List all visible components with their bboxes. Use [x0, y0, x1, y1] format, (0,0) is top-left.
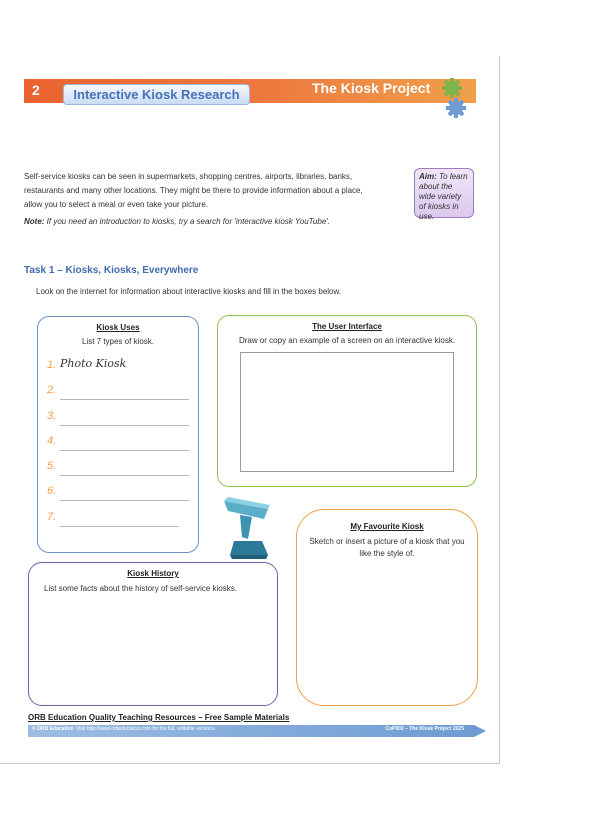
footer-arrow-icon [474, 719, 488, 743]
footer-title: ORB Education Quality Teaching Resources – Free Sample Materials [28, 713, 290, 722]
aim-label: Aim: [419, 172, 437, 181]
item-number: 6. [47, 485, 57, 498]
answer-line[interactable] [60, 475, 189, 476]
list-item[interactable] [47, 408, 189, 433]
footer-code: CoP003 – The Kiosk Project 2025 [385, 726, 464, 732]
item-number: 3. [47, 409, 57, 422]
aim-callout [414, 168, 474, 221]
user-interface-subtitle: Draw or copy an example of a screen on an interactive kiosk. [238, 336, 456, 345]
kiosk-uses-subtitle: List 7 types of kiosk. [81, 337, 155, 346]
item-number: 7. [47, 510, 57, 523]
favourite-kiosk-text: Sketch or insert a picture of a kiosk that you like the style of. [309, 537, 465, 558]
item-number: 1. [47, 359, 57, 371]
project-title: The Kiosk Project [312, 80, 431, 96]
note-text: If you need an introduction to kiosks, try a search for 'interactive kiosk YouTube'. [44, 217, 331, 226]
kiosk-history-text: List some facts about the history of self-service kiosks. [44, 584, 237, 593]
gears-icon [440, 74, 478, 122]
section-title-tab: Interactive Kiosk Research [63, 84, 250, 105]
task-heading: Task 1 – Kiosks, Kiosks, Everywhere [24, 265, 199, 276]
answer-line[interactable] [60, 500, 189, 501]
kiosk-illustration [224, 497, 274, 559]
favourite-kiosk-title: My Favourite Kiosk [350, 522, 424, 531]
answer-line[interactable] [60, 425, 189, 426]
drawing-area[interactable] [240, 352, 454, 472]
kiosk-uses-title: Kiosk Uses [96, 323, 140, 332]
aim-text: To learn about the wide variety of kiosks in use. [419, 172, 468, 221]
answer-line[interactable] [60, 526, 179, 527]
list-item[interactable] [47, 509, 189, 534]
item-number: 2. [47, 384, 57, 397]
list-item[interactable] [47, 433, 189, 458]
footer-bar [28, 725, 474, 737]
footer-visit-link[interactable]: Visit http://www.orbeducation.com for the full, editable versions. [76, 726, 216, 732]
page-number: 2 [32, 82, 40, 98]
item-number: 5. [47, 460, 57, 473]
note [24, 217, 384, 226]
favourite-kiosk-box [296, 509, 478, 706]
kiosk-history-title: Kiosk History [127, 569, 179, 578]
list-item[interactable] [47, 382, 189, 407]
kiosk-uses-list [47, 357, 189, 534]
footer-copyright: © ORB Education [32, 726, 74, 732]
list-item[interactable] [47, 483, 189, 508]
kiosk-uses-box [37, 316, 199, 553]
note-label: Note: [24, 217, 45, 226]
answer-line[interactable] [60, 399, 189, 400]
list-item[interactable] [47, 357, 189, 382]
kiosk-history-box [28, 562, 278, 706]
user-interface-title: The User Interface [312, 322, 382, 331]
user-interface-box [217, 315, 477, 487]
intro-paragraph: Self-service kiosks can be seen in supermarkets, shopping centres, airports, libraries, banks, restaurants and many other locations. They might be there to provide information about a place, allow you to select a meal or even take your picture. [24, 172, 363, 209]
task-instruction: Look on the internet for information about interactive kiosks and fill in the boxes below. [36, 287, 342, 296]
answer-line[interactable] [60, 450, 189, 451]
list-item[interactable] [47, 458, 189, 483]
item-number: 4. [47, 434, 57, 447]
item-value[interactable]: Photo Kiosk [60, 357, 127, 370]
